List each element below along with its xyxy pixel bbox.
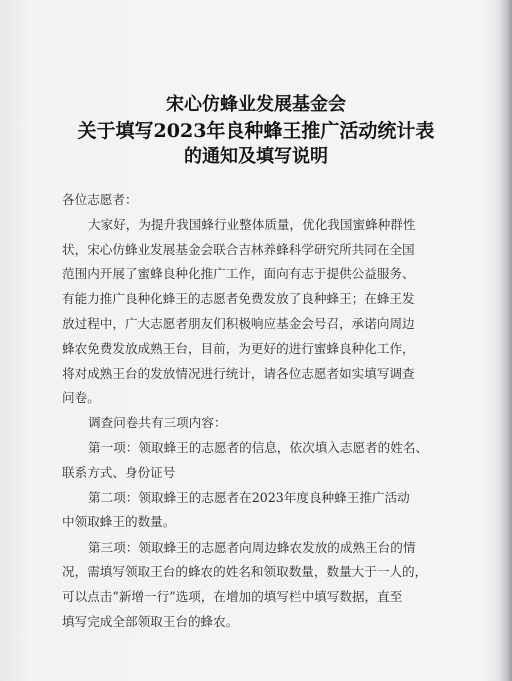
item-1-line-2: 联系方式、身份证号 bbox=[62, 465, 176, 480]
survey-intro: 调查问卷共有三项内容： bbox=[88, 415, 227, 430]
paragraph-1-line-3: 范围内开展了蜜蜂良种化推广工作，面向有志于提供公益服务、 bbox=[62, 266, 415, 281]
paragraph-1-line-4: 有能力推广良种化蜂王的志愿者免费发放了良种蜂王；在蜂王发 bbox=[62, 291, 415, 306]
item-1-line-1: 第一项：领取蜂王的志愿者的信息，依次填入志愿者的姓名、 bbox=[88, 440, 429, 455]
item-3-line-4: 填写完成全部领取王台的蜂农。 bbox=[62, 614, 239, 629]
title-line-2: 关于填写2023年良种蜂王推广活动统计表 bbox=[77, 120, 435, 142]
paragraph-1-line-2: 状，宋心仿蜂业发展基金会联合吉林养蜂科学研究所共同在全国 bbox=[62, 242, 415, 257]
paragraph-1-line-7: 将对成熟王台的发放情况进行统计，请各位志愿者如实填写调查 bbox=[62, 366, 415, 381]
paragraph-1-line-8: 问卷。 bbox=[62, 390, 100, 405]
title-line-3: 的通知及填写说明 bbox=[184, 146, 328, 167]
paragraph-1-line-5: 放过程中，广大志愿者朋友们积极响应基金会号召，承诺向周边 bbox=[62, 316, 415, 331]
item-2-line-2: 中领取蜂王的数量。 bbox=[62, 514, 176, 529]
title-line-1: 宋心仿蜂业发展基金会 bbox=[166, 94, 346, 115]
item-2-line-1: 第二项：领取蜂王的志愿者在2023年度良种蜂王推广活动 bbox=[88, 490, 410, 505]
salutation: 各位志愿者： bbox=[62, 192, 138, 207]
item-3-line-1: 第三项：领取蜂王的志愿者向周边蜂农发放的成熟王台的情 bbox=[88, 540, 416, 555]
item-3-line-3: 可以点击“新增一行”选项，在增加的填写栏中填写数据，直至 bbox=[62, 589, 403, 604]
item-3-line-2: 况，需填写领取王台的蜂农的姓名和领取数量，数量大于一人的， bbox=[62, 564, 428, 579]
paragraph-1-line-6: 蜂农免费发放成熟王台，目前，为更好的进行蜜蜂良种化工作， bbox=[62, 341, 415, 356]
paragraph-1-line-1: 大家好，为提升我国蜂行业整体质量，优化我国蜜蜂种群性 bbox=[88, 217, 416, 232]
